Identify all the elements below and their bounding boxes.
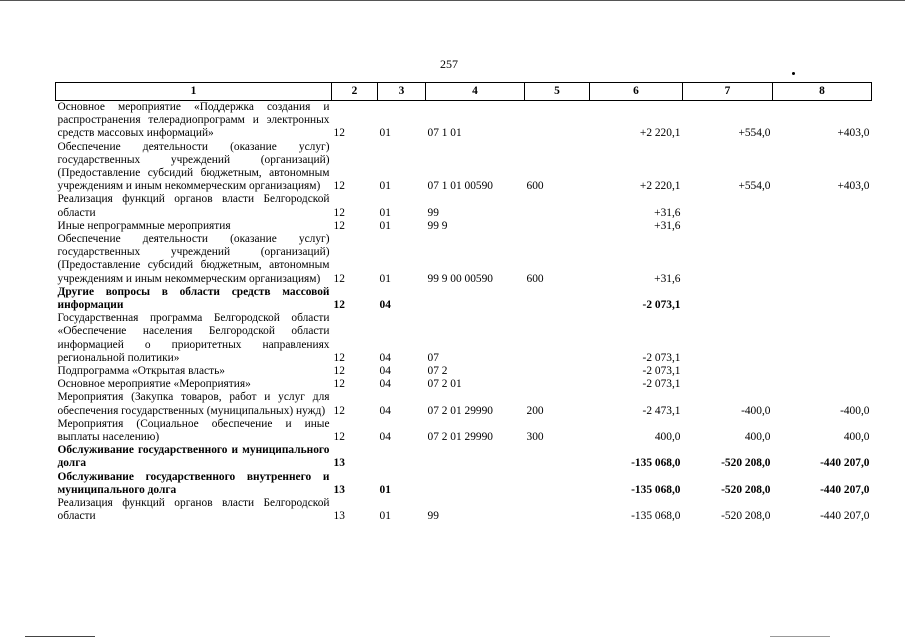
subsection-code-cell: 04 [379,365,391,378]
amount-year1-cell: -135 068,0 [631,457,681,470]
column-header: 3 [378,83,426,101]
section-code-cell: 12 [333,351,345,364]
amount-year3-cell: 400,0 [843,431,870,444]
table-row [56,391,872,417]
expense-type-cell [525,378,590,391]
table-row [56,471,872,497]
section-code-cell: 13 [333,457,345,470]
section-code-cell: 13 [333,483,345,496]
table-body [56,101,872,524]
amount-year1-cell: +31,6 [654,272,681,285]
amount-year3-cell: -400,0 [840,404,870,417]
row-name-cell: Реализация функций органов власти Белгородской области [57,497,330,523]
scan-bottom-mark [770,636,830,637]
subsection-code-cell: 04 [379,351,391,364]
amount-year1-cell: 400,0 [654,431,681,444]
amount-year1-cell: -2 073,1 [642,351,681,364]
amount-year2-cell [683,365,773,378]
section-code-cell: 12 [333,431,345,444]
row-name-cell: Обслуживание государственного внутреннего и муниципального долга [57,470,330,496]
amount-year3-cell [773,378,872,391]
amount-year1-cell: -2 473,1 [642,404,681,417]
amount-year3-cell: -440 207,0 [820,510,870,523]
target-article-cell: 07 2 [427,365,448,378]
row-name-cell: Мероприятия (Закупка товаров, работ и услуг для обеспечения государственных (муниципальных) нужд) [57,391,330,417]
row-name-cell: Мероприятия (Социальное обеспечение и иные выплаты населению) [57,417,330,444]
amount-year2-cell [683,312,773,365]
subsection-code-cell: 04 [379,431,391,444]
table-row [56,444,872,470]
amount-year3-cell [773,365,872,378]
column-header: 2 [332,83,378,101]
column-header: 5 [525,83,590,101]
amount-year2-cell: -520 208,0 [721,483,771,496]
target-article-cell: 07 1 01 [427,127,462,140]
amount-year2-cell: -520 208,0 [721,457,771,470]
section-code-cell: 12 [333,127,345,140]
column-header: 8 [773,83,872,101]
section-code-cell: 12 [333,206,345,219]
scan-top-border [0,0,905,1]
amount-year3-cell [773,193,872,219]
target-article-cell: 07 1 01 00590 [427,180,493,193]
subsection-code-cell [378,444,426,470]
budget-table [55,82,872,524]
table-row [56,141,872,194]
amount-year2-cell [683,233,773,286]
amount-year3-cell: -440 207,0 [820,457,870,470]
amount-year3-cell [773,220,872,233]
scan-bottom-mark [25,636,95,637]
amount-year1-cell: +31,6 [654,219,681,232]
subsection-code-cell: 01 [379,127,391,140]
target-article-cell: 07 2 01 29990 [427,404,493,417]
amount-year2-cell: -400,0 [741,404,771,417]
expense-type-cell [525,444,590,470]
row-name-cell: Другие вопросы в области средств массовой информации [57,285,330,312]
expense-type-cell: 300 [526,431,544,444]
table-row [56,193,872,219]
expense-type-cell [525,497,590,523]
table-row [56,365,872,378]
subsection-code-cell: 01 [379,180,391,193]
table-header-row [56,83,872,101]
target-article-cell: 99 [427,510,439,523]
section-code-cell: 12 [333,272,345,285]
amount-year1-cell: +31,6 [654,206,681,219]
expense-type-cell [525,220,590,233]
amount-year2-cell: -520 208,0 [721,510,771,523]
row-name-cell: Основное мероприятие «Мероприятия» [57,378,251,391]
row-name-cell: Обеспечение деятельности (оказание услуг) государственных учреждений (организаций) (Предоставление субсидий бюджетным, автономным учреждениям и иным некоммерческим организациям) [57,140,330,193]
column-header: 4 [426,83,525,101]
amount-year3-cell [773,286,872,312]
column-header: 6 [590,83,683,101]
amount-year2-cell: +554,0 [738,127,771,140]
amount-year2-cell [683,378,773,391]
amount-year3-cell [773,312,872,365]
amount-year1-cell: -2 073,1 [642,378,681,391]
amount-year2-cell: 400,0 [744,431,771,444]
table-row [56,286,872,312]
expense-type-cell: 200 [526,404,544,417]
table-row [56,220,872,233]
section-code-cell: 12 [333,365,345,378]
amount-year2-cell [683,193,773,219]
subsection-code-cell: 04 [379,378,391,391]
target-article-cell: 99 9 [427,219,448,232]
target-article-cell: 07 2 01 [427,378,462,391]
amount-year1-cell: -135 068,0 [631,510,681,523]
column-header: 1 [56,83,332,101]
table-row [56,312,872,365]
column-header: 7 [683,83,773,101]
expense-type-cell: 600 [526,180,544,193]
table-row [56,378,872,391]
section-code-cell: 12 [333,219,345,232]
amount-year3-cell: +403,0 [837,127,870,140]
target-article-cell [426,471,525,497]
row-name-cell: Обслуживание государственного и муниципального долга [57,444,330,470]
amount-year2-cell: +554,0 [738,180,771,193]
target-article-cell: 99 9 00 00590 [427,272,493,285]
expense-type-cell [525,193,590,219]
subsection-code-cell: 01 [379,206,391,219]
scan-speck [792,72,795,75]
subsection-code-cell: 01 [379,272,391,285]
target-article-cell [426,444,525,470]
section-code-cell: 12 [333,180,345,193]
page-number: 257 [440,57,458,71]
table-row [56,497,872,523]
row-name-cell: Основное мероприятие «Поддержка создания и распространения телерадиопрограмм и электронных средств массовых информаций» [57,101,330,140]
amount-year3-cell: -440 207,0 [820,483,870,496]
amount-year1-cell: -2 073,1 [642,299,681,312]
section-code-cell: 13 [333,510,345,523]
expense-type-cell [525,101,590,141]
subsection-code-cell: 01 [379,219,391,232]
target-article-cell: 07 [427,351,439,364]
subsection-code-cell: 01 [379,483,391,496]
expense-type-cell [525,286,590,312]
subsection-code-cell: 04 [379,404,391,417]
row-name-cell: Государственная программа Белгородской области «Обеспечение населения Белгородской области информацией о приоритетных направлениях региональной политики» [57,312,330,364]
table-row [56,418,872,444]
amount-year3-cell [773,233,872,286]
expense-type-cell [525,365,590,378]
row-name-cell: Иные непрограммные мероприятия [57,219,231,232]
section-code-cell: 12 [333,378,345,391]
expense-type-cell [525,471,590,497]
expense-type-cell [525,312,590,365]
subsection-code-cell: 04 [379,299,391,312]
amount-year2-cell [683,220,773,233]
table-row [56,233,872,286]
table-row [56,101,872,141]
amount-year1-cell: -135 068,0 [631,483,681,496]
amount-year1-cell: +2 220,1 [639,127,681,140]
target-article-cell: 99 [427,206,439,219]
amount-year3-cell: +403,0 [837,180,870,193]
section-code-cell: 12 [333,404,345,417]
row-name-cell: Подпрограмма «Открытая власть» [57,365,225,378]
row-name-cell: Реализация функций органов власти Белгородской области [57,193,330,219]
target-article-cell: 07 2 01 29990 [427,431,493,444]
subsection-code-cell: 01 [379,510,391,523]
amount-year1-cell: -2 073,1 [642,365,681,378]
row-name-cell: Обеспечение деятельности (оказание услуг) государственных учреждений (организаций) (Предоставление субсидий бюджетным, автономным учреждениям и иным некоммерческим организациям) [57,233,330,285]
expense-type-cell: 600 [526,272,544,285]
amount-year2-cell [683,286,773,312]
amount-year1-cell: +2 220,1 [639,180,681,193]
section-code-cell: 12 [333,299,345,312]
target-article-cell [426,286,525,312]
